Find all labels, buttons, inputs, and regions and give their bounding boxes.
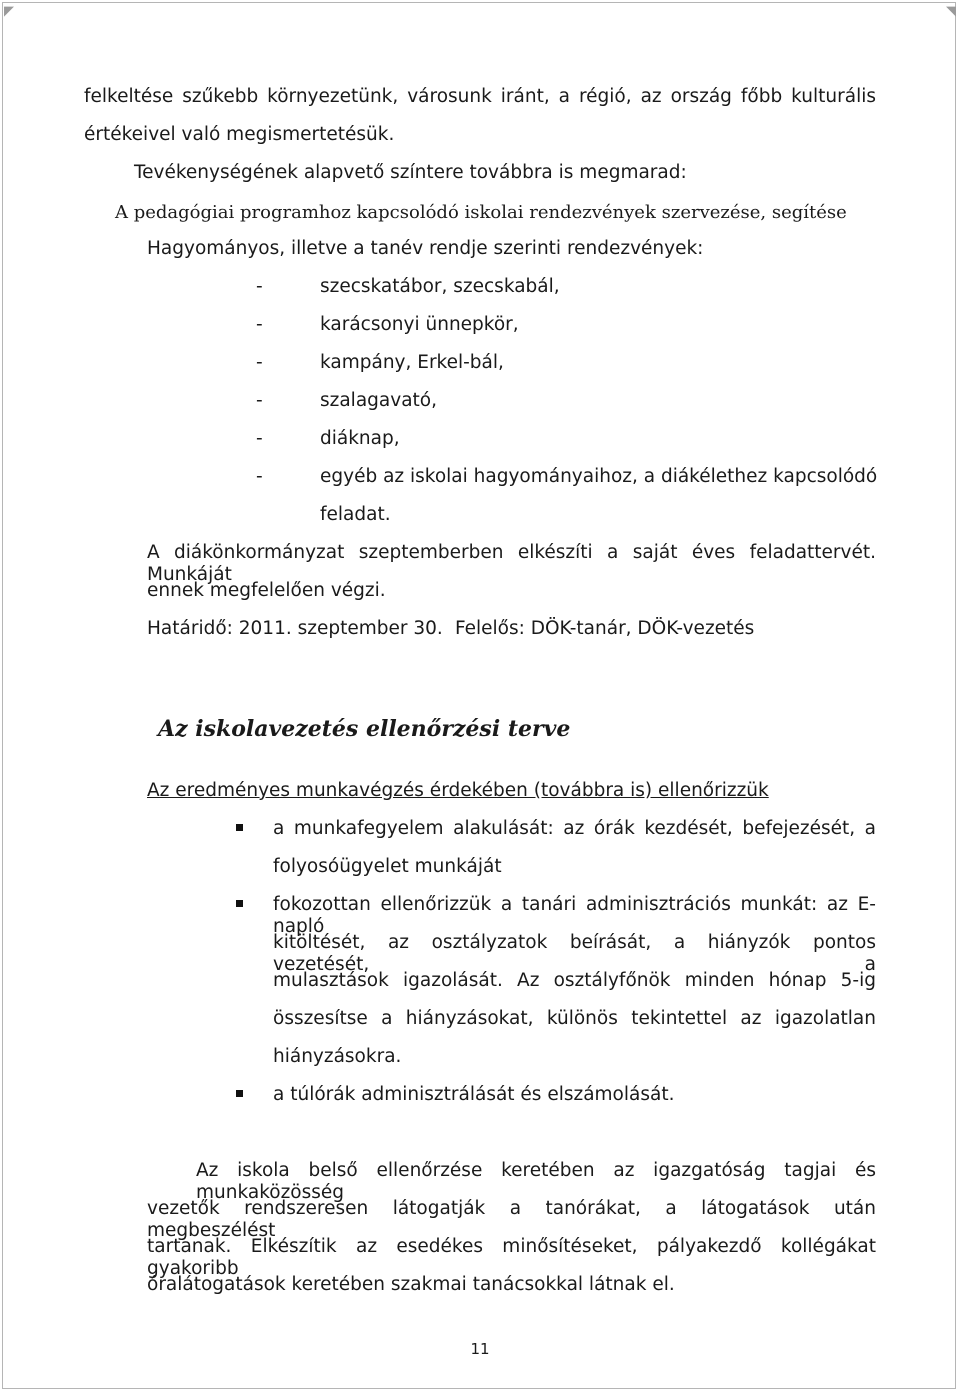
internal-paragraph-line: Az iskola belső ellenőrzése keretében az igazgatóság tagjai és munkaközösség (196, 1160, 876, 1203)
bullet-line: a munkafegyelem alakulását: az órák kezdését, befejezését, a (273, 818, 876, 839)
dok-paragraph-line: A diákönkormányzat szeptemberben elkészíti a saját éves feladattervét. Munkáját (147, 542, 876, 585)
list-item: feladat. (320, 504, 391, 525)
corner-mark-icon: ◤ (4, 4, 14, 19)
square-bullet-icon (236, 1090, 243, 1097)
list-item: kampány, Erkel-bál, (320, 352, 504, 373)
bullet-line: fokozottan ellenőrizzük a tanári adminisztrációs munkát: az E-napló (273, 894, 876, 937)
list-item: egyéb az iskolai hagyományaihoz, a diákélethez kapcsolódó (320, 466, 878, 487)
list-dash: - (256, 276, 263, 297)
list-dash: - (256, 352, 263, 373)
internal-paragraph-line: vezetők rendszeresen látogatják a tanórákat, a látogatások után megbeszélést (147, 1198, 876, 1241)
internal-paragraph-line: tartanak. Elkészítik az esedékes minősítéseket, pályakezdő kollégákat gyakoribb (147, 1236, 876, 1279)
list-dash: - (256, 466, 263, 487)
list-item: karácsonyi ünnepkör, (320, 314, 519, 335)
intro-line: felkeltése szűkebb környezetünk, városunk iránt, a régió, az ország főbb kulturális (84, 86, 876, 107)
deadline: Határidő: 2011. szeptember 30. (147, 618, 443, 639)
list-item: diáknap, (320, 428, 400, 449)
list-dash: - (256, 390, 263, 411)
bullet-line: a túlórák adminisztrálását és elszámolását. (273, 1084, 675, 1105)
dok-paragraph-line: ennek megfelelően végzi. (147, 580, 386, 601)
intro-line: Tevékenységének alapvető színtere továbbra is megmarad: (134, 162, 687, 183)
program-title: A pedagógiai programhoz kapcsolódó iskolai rendezvények szervezése, segítése (115, 202, 847, 223)
internal-paragraph-line: óralátogatások keretében szakmai tanácsokkal látnak el. (147, 1274, 675, 1295)
bullet-line: összesítse a hiányzásokat, különös tekintettel az igazolatlan (273, 1008, 876, 1029)
section-heading: Az iskolavezetés ellenőrzési terve (158, 716, 571, 742)
corner-mark-icon: ◥ (946, 4, 956, 19)
square-bullet-icon (236, 824, 243, 831)
bullet-line: kitöltését, az osztályzatok beírását, a hiányzók pontos vezetését, a (273, 932, 876, 975)
bullet-line: hiányzásokra. (273, 1046, 402, 1067)
bullet-line: folyosóügyelet munkáját (273, 856, 502, 877)
traditional-intro: Hagyományos, illetve a tanév rendje szerinti rendezvények: (147, 238, 704, 259)
page-number: 11 (470, 1340, 490, 1358)
list-item: szalagavató, (320, 390, 437, 411)
list-item: szecskatábor, szecskabál, (320, 276, 560, 297)
list-dash: - (256, 428, 263, 449)
control-intro: Az eredményes munkavégzés érdekében (továbbra is) ellenőrizzük (147, 780, 769, 801)
square-bullet-icon (236, 900, 243, 907)
list-dash: - (256, 314, 263, 335)
bullet-line: mulasztások igazolását. Az osztályfőnök minden hónap 5-ig (273, 970, 876, 991)
responsible: Felelős: DÖK-tanár, DÖK-vezetés (455, 618, 755, 639)
intro-line: értékeivel való megismertetésük. (84, 124, 395, 145)
